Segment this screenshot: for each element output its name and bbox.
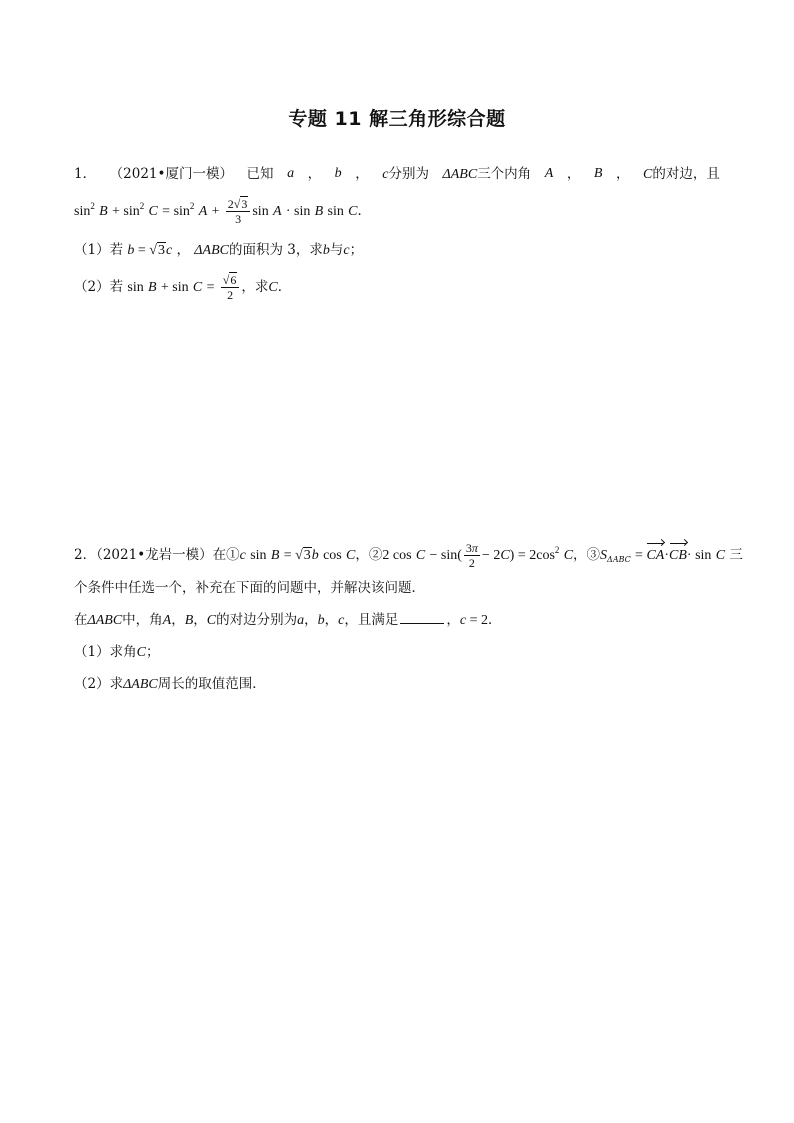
- q1-line-1: 1． （2021•厦门一模） 已知 a ， b ， c分别为 ΔABC三个内角 A ， B ， C的对边，且: [74, 164, 720, 185]
- fraction: $\frac{√6}{2}$: [221, 274, 240, 301]
- fraction: $\frac{2√3}{3}$: [226, 198, 251, 225]
- q1-number: 1．: [74, 166, 97, 182]
- fill-blank[interactable]: [400, 611, 444, 624]
- q1-source: （2021•厦门一模）: [109, 166, 233, 182]
- q2-line-2: 个条件中任选一个，补充在下面的问题中，并解决该问题．: [74, 580, 425, 596]
- q2-part-1: （1）求角C；: [74, 644, 160, 660]
- fraction: $\frac{3\pi}{2}$: [465, 541, 478, 570]
- q1-equation: $\sin^2 B + \sin^2 C = \sin^2 A$ + $\frac{2√3}{3}$ sin A · sin B sin C．: [74, 197, 371, 226]
- q1-part-1: （1）若 b = √3c ， ΔABC的面积为 3，求b与c；: [74, 242, 364, 258]
- q2-line-3: 在ΔABC中，角A，B，C的对边分别为a，b，c，且满足 ，c = 2．: [74, 612, 502, 628]
- q2-source: （2021•龙岩一模）在①: [96, 547, 240, 563]
- q2-number: 2．: [74, 547, 97, 563]
- q2-line-1: 2．（2021•龙岩一模）在①c sin B = √3b cos C，②2 cos C − sin( $\frac{3\pi}{2}$ − $2C) = 2\cos^2$ C，$③S_{\Delta ABC} = CA\cdot CB\cdot \sin C$ 三: [74, 541, 743, 570]
- page-title: 专题 11 解三角形综合题: [288, 108, 506, 130]
- q2-part-2: （2）求ΔABC周长的取值范围．: [74, 676, 266, 692]
- q1-part-2: （2）若 sin B + sin C = $\frac{√6}{2}$ ，求C．: [74, 273, 292, 302]
